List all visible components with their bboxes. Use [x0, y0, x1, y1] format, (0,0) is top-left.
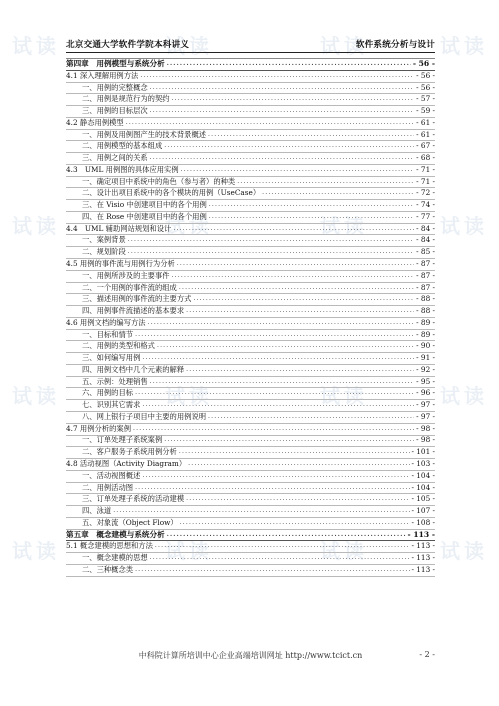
toc-leader-dots: [179, 282, 414, 294]
toc-entry-label: 一、用例的完整概念: [82, 82, 148, 92]
toc-entry-label: 三、订单处理子系统的活动建模: [82, 494, 185, 504]
toc-leader-dots: [142, 470, 409, 482]
toc-entry-page: - 56 -: [416, 70, 435, 80]
toc-leader-dots: [157, 340, 414, 352]
toc-entry-page: - 57 -: [416, 94, 435, 104]
toc-entry-label: 一、概念建模的思想: [82, 553, 148, 563]
toc-entry-label: 二、一个用例的事件流的组成: [82, 282, 177, 292]
toc-entry-label: 第四章 用例模型与系统分析: [66, 58, 165, 68]
toc-entry-label: 4.8 活动视图（Activity Diagram）: [66, 459, 187, 469]
watermark: 试读: [320, 384, 368, 408]
toc-entry-page: - 113 -: [411, 541, 435, 551]
toc-entry-page: - 103 -: [411, 459, 435, 469]
toc-leader-dots: [167, 58, 411, 70]
toc-leader-dots: [209, 211, 414, 223]
toc-entry-label: 5.1 概念建模的思想和方法: [66, 541, 153, 551]
toc-entry-page: - 56 -: [416, 82, 435, 92]
toc-entry-page: - 101 -: [411, 447, 435, 457]
toc-entry-page: - 56 -: [412, 58, 435, 68]
watermark: 试读: [440, 539, 488, 563]
toc-entry-page: - 84 -: [416, 235, 435, 245]
toc-entry-page: - 87 -: [416, 282, 435, 292]
toc-leader-dots: [193, 293, 414, 305]
toc-leader-dots: [164, 434, 414, 446]
toc-leader-dots: [142, 352, 414, 364]
toc-leader-dots: [150, 552, 410, 564]
toc-leader-dots: [113, 505, 409, 517]
header-left-title: 北京交通大学软件学院本科讲义: [66, 40, 190, 50]
toc-entry-page: - 71 -: [416, 176, 435, 186]
toc-leader-dots: [135, 387, 414, 399]
toc-entry-label: 二、用例模型的基本组成: [82, 141, 163, 151]
toc-entry-label: 三、用例的目标层次: [82, 106, 148, 116]
watermark: 试读: [12, 539, 60, 563]
toc-entry-label: 二、用例活动图: [82, 482, 134, 492]
watermark: 试读: [440, 214, 488, 238]
toc-leader-dots: [140, 70, 414, 82]
watermark: 试读: [320, 539, 368, 563]
toc-leader-dots: [133, 423, 414, 435]
toc-leader-dots: [167, 529, 406, 541]
toc-leader-dots: [208, 129, 414, 141]
toc-entry-page: - 92 -: [416, 364, 435, 374]
toc-entry-label: 三、在 Visio 中创建项目中的各个用例: [82, 200, 207, 210]
toc-entry-label: 一、用例所涉及的主要事件: [82, 270, 170, 280]
toc-entry-label: 二、客户服务子系统用例分析: [82, 447, 177, 457]
toc-leader-dots: [181, 164, 414, 176]
toc-entry-page: - 104 -: [411, 482, 435, 492]
toc-entry-page: - 68 -: [416, 153, 435, 163]
watermark: 试读: [12, 34, 60, 58]
toc-entry-label: 第五章 概念建模与系统分析: [66, 529, 165, 539]
toc-entry-label: 七、识别其它需求: [82, 400, 141, 410]
page-header: [66, 34, 435, 50]
toc-entry-label: 4.2 静态用例模型: [66, 117, 124, 127]
toc-leader-dots: [208, 411, 414, 423]
toc-entry-page: - 72 -: [416, 188, 435, 198]
toc-leader-dots: [164, 140, 414, 152]
toc-entry-label: 4.4 UML 辅助网站规划和设计: [66, 223, 172, 233]
toc-leader-dots: [172, 270, 415, 282]
toc-subentry[interactable]: [66, 565, 435, 577]
toc-leader-dots: [186, 305, 414, 317]
toc-entry-label: 二、三种概念类: [82, 564, 134, 574]
toc-leader-dots: [150, 105, 414, 117]
header-right-title: 软件系统分析与设计: [355, 40, 435, 50]
toc-entry-page: - 74 -: [416, 200, 435, 210]
watermark: 试读: [12, 384, 60, 408]
toc-leader-dots: [172, 93, 415, 105]
toc-entry-page: - 88 -: [416, 294, 435, 304]
toc-leader-dots: [135, 564, 409, 576]
toc-entry-page: - 108 -: [411, 517, 435, 527]
header-rule: [66, 52, 435, 53]
toc-entry-page: - 97 -: [416, 411, 435, 421]
watermark: 试读: [165, 214, 213, 238]
toc-leader-dots: [237, 176, 414, 188]
toc-leader-dots: [128, 234, 414, 246]
toc-leader-dots: [135, 329, 414, 341]
toc-leader-dots: [150, 376, 414, 388]
toc-entry-page: - 87 -: [416, 259, 435, 268]
toc-entry-label: 四、在 Rose 中创建项目中的各个用例: [82, 211, 207, 221]
toc-entry-label: 二、用例的类型和格式: [82, 341, 155, 351]
toc-entry-label: 六、用例的目标: [82, 388, 134, 398]
toc-entry-page: - 61 -: [416, 117, 435, 127]
toc-entry-page: - 88 -: [416, 306, 435, 316]
toc-entry-label: 一、活动视图概述: [82, 470, 141, 480]
toc-entry-label: 一、用例及用例图产生的技术背景概述: [82, 129, 207, 139]
toc-leader-dots: [155, 540, 410, 552]
toc-leader-dots: [128, 246, 414, 258]
toc-leader-dots: [179, 446, 410, 458]
toc-entry-label: 五、对象流（Object Flow）: [82, 517, 178, 527]
watermark: 试读: [320, 34, 368, 58]
toc-entry-label: 四、用例文档中几个元素的解释: [82, 364, 185, 374]
toc-entry-page: - 84 -: [416, 223, 435, 233]
toc-entry-page: - 77 -: [416, 211, 435, 221]
watermark: 试读: [12, 214, 60, 238]
toc-entry-page: - 71 -: [416, 164, 435, 174]
toc-entry-page: - 61 -: [416, 129, 435, 139]
toc-leader-dots: [186, 364, 414, 376]
table-of-contents: [66, 58, 435, 577]
toc-entry-page: - 59 -: [416, 106, 435, 116]
toc-entry-label: 一、案例背景: [82, 235, 126, 245]
toc-entry-label: 四、用例事件流描述的基本要求: [82, 306, 185, 316]
toc-entry-label: 4.3 UML 用例图的具体应用实例: [66, 164, 179, 174]
toc-entry-page: - 98 -: [416, 423, 435, 433]
toc-entry-label: 二、用例是规范行为的契约: [82, 94, 170, 104]
toc-leader-dots: [150, 152, 414, 164]
toc-entry-label: 一、订单处理子系统案例: [82, 435, 163, 445]
toc-entry-page: - 113 -: [411, 564, 435, 574]
toc-entry-label: 二、设计出项目系统中的各个模块的用例（UseCase）: [82, 188, 261, 198]
toc-entry-label: 4.1 深入理解用例方法: [66, 70, 139, 80]
watermark: 试读: [440, 384, 488, 408]
toc-entry-page: - 104 -: [411, 470, 435, 480]
toc-leader-dots: [142, 399, 414, 411]
toc-entry-page: - 107 -: [411, 506, 435, 516]
toc-leader-dots: [126, 117, 414, 129]
toc-entry-label: 一、目标和情节: [82, 329, 134, 339]
toc-entry-label: 4.7 用例分析的案例: [66, 423, 132, 433]
toc-entry-label: 二、规划阶段: [82, 247, 126, 257]
toc-leader-dots: [186, 493, 409, 505]
toc-leader-dots: [173, 223, 414, 235]
toc-leader-dots: [135, 482, 409, 494]
page-footer: [66, 650, 435, 661]
toc-leader-dots: [262, 187, 414, 199]
toc-entry-page: - 113 -: [411, 553, 435, 563]
toc-leader-dots: [177, 258, 414, 270]
toc-entry-label: 4.5 用例的事件流与用例行为分析: [66, 259, 175, 268]
toc-entry-page: - 96 -: [416, 388, 435, 398]
toc-leader-dots: [180, 517, 410, 529]
toc-entry-label: 四、泳道: [82, 506, 112, 516]
toc-entry-page: - 89 -: [416, 317, 435, 327]
toc-entry-label: 五、示例：处理销售: [82, 376, 148, 386]
footer-text: 中科院计算所培训中心企业高端培训网址 http://www.tcict.cn: [138, 651, 363, 660]
toc-entry-page: - 91 -: [416, 353, 435, 363]
toc-leader-dots: [188, 458, 409, 470]
watermark: 试读: [165, 384, 213, 408]
toc-entry-page: - 98 -: [416, 435, 435, 445]
watermark: 试读: [165, 539, 213, 563]
toc-entry-label: 三、描述用例的事件流的主要方式: [82, 294, 192, 304]
toc-entry-page: - 87 -: [416, 270, 435, 280]
toc-entry-label: 八、网上银行子项目中主要的用例说明: [82, 411, 207, 421]
watermark: 试读: [320, 214, 368, 238]
toc-entry-label: 三、用例之间的关系: [82, 153, 148, 163]
toc-entry-page: - 89 -: [416, 329, 435, 339]
toc-entry-label: 4.6 用例文档的编写方法: [66, 317, 146, 327]
toc-entry-page: - 113 -: [407, 529, 435, 539]
toc-entry-page: - 95 -: [416, 376, 435, 386]
toc-entry-page: - 97 -: [416, 400, 435, 410]
page-number: - 2 -: [419, 650, 435, 659]
toc-entry-page: - 90 -: [416, 341, 435, 351]
toc-entry-label: 一、确定项目中系统中的角色（参与者）的种类: [82, 176, 236, 186]
toc-entry-page: - 105 -: [411, 494, 435, 504]
toc-entry-label: 三、如何编写用例: [82, 353, 141, 363]
toc-entry-page: - 67 -: [416, 141, 435, 151]
watermark: 试读: [165, 34, 213, 58]
toc-leader-dots: [150, 82, 414, 94]
toc-leader-dots: [148, 317, 415, 329]
toc-leader-dots: [209, 199, 414, 211]
watermark: 试读: [440, 34, 488, 58]
toc-entry-page: - 85 -: [416, 247, 435, 257]
